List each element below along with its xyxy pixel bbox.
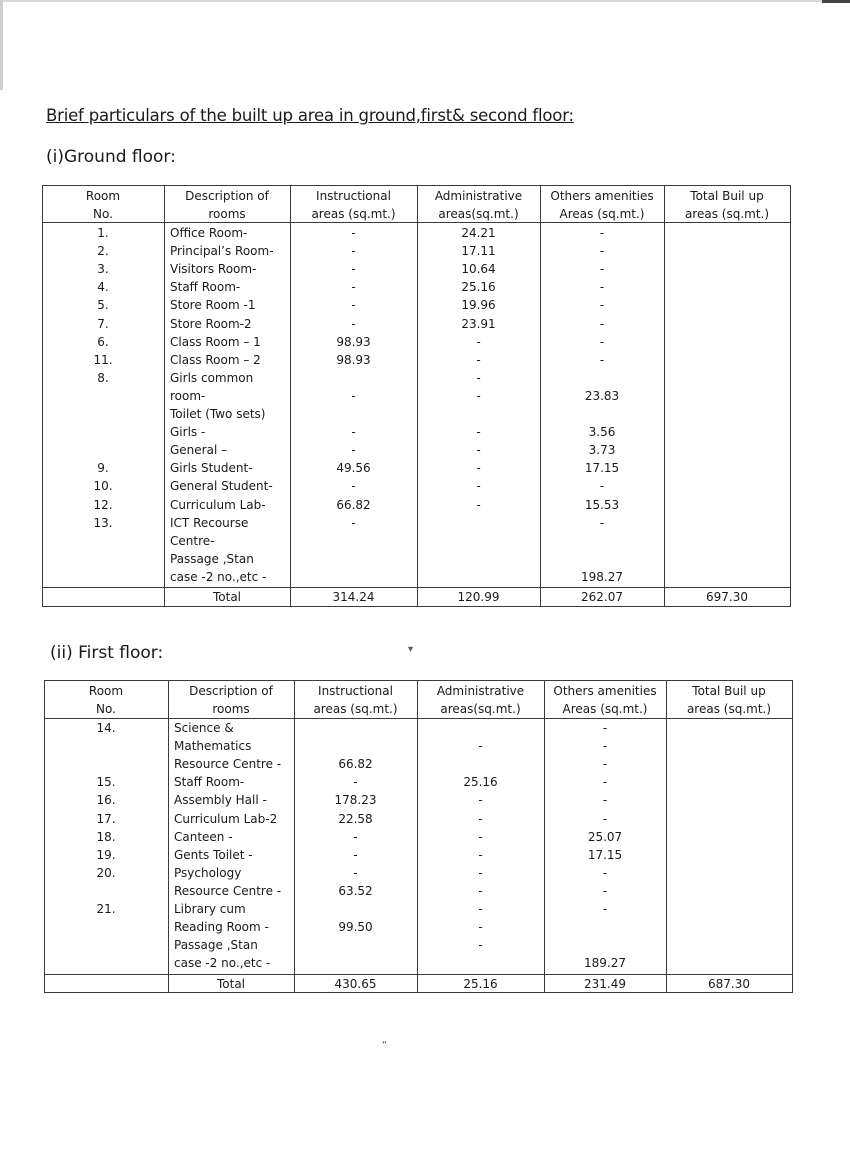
instructional-area: -	[351, 244, 356, 259]
others-area: 189.27	[584, 956, 626, 971]
room-description: Staff Room-	[174, 775, 245, 790]
room-description: Staff Room-	[170, 280, 241, 295]
scan-edge	[0, 0, 3, 90]
others-area: -	[602, 902, 608, 916]
administrative-area: -	[476, 443, 481, 458]
instructional-area: -	[353, 775, 358, 790]
room-number: 21.	[96, 902, 116, 916]
administrative-area: -	[476, 425, 481, 440]
header-line: Description of	[189, 684, 273, 698]
administrative-area: -	[476, 461, 481, 476]
others-area: -	[599, 352, 605, 367]
administrative-area: 24.21	[461, 226, 496, 240]
room-number: 6.	[97, 334, 109, 349]
administrative-area: -	[478, 865, 483, 880]
scan-edge	[0, 0, 850, 2]
others-area: -	[599, 226, 605, 240]
room-description: Store Room-2	[170, 316, 252, 331]
room-description: Class Room – 1	[170, 334, 261, 349]
others-area: -	[599, 262, 605, 277]
administrative-area: -	[478, 920, 483, 935]
header-line: Room	[85, 189, 121, 203]
header-instructional	[294, 682, 417, 718]
room-description: Gents Toilet -	[174, 847, 253, 862]
room-number: 14.	[96, 721, 116, 735]
room-number: 3.	[97, 262, 109, 277]
instructional-area: -	[351, 226, 356, 240]
instructional-area: -	[351, 443, 356, 458]
total-label: Total	[212, 590, 242, 604]
room-description: Resource Centre -	[174, 757, 282, 772]
total-administrative: 120.99	[457, 590, 500, 604]
room-number: 4.	[97, 280, 109, 295]
instructional-area: 98.93	[336, 334, 371, 349]
header-room-no	[44, 682, 168, 718]
header-administrative	[417, 187, 540, 223]
room-number: 17.	[96, 811, 116, 826]
room-description: Assembly Hall -	[174, 793, 267, 808]
instructional-area: 49.56	[336, 461, 371, 476]
room-number: 16.	[96, 793, 116, 808]
others-area: 3.56	[588, 425, 616, 440]
scan-speck: ▾	[408, 644, 414, 655]
header-line: areas (sq.mt.)	[684, 207, 770, 221]
room-description: Toilet (Two sets)	[170, 407, 266, 421]
instructional-area: -	[351, 262, 356, 277]
room-description: Girls Student-	[170, 461, 253, 476]
room-description: Library cum	[174, 902, 246, 916]
administrative-area: -	[476, 479, 481, 494]
instructional-area: -	[351, 479, 356, 494]
others-area: 198.27	[581, 569, 623, 584]
administrative-area: -	[478, 902, 483, 916]
room-description: Principal’s Room-	[170, 244, 274, 259]
room-number: 5.	[97, 298, 109, 313]
room-description: Curriculum Lab-2	[174, 811, 278, 826]
administrative-area: 19.96	[461, 298, 496, 313]
room-description: Passage ,Stan	[174, 938, 258, 953]
header-line: Areas (sq.mt.)	[559, 207, 645, 221]
total-label: Total	[216, 977, 246, 991]
room-number: 9.	[97, 461, 109, 476]
total-instructional: 430.65	[334, 977, 377, 991]
header-total	[666, 682, 792, 718]
administrative-area: 25.16	[463, 775, 498, 790]
administrative-area: 23.91	[461, 316, 496, 331]
others-area: -	[602, 739, 608, 754]
room-number: 20.	[96, 865, 116, 880]
administrative-area: -	[476, 352, 481, 367]
header-line: rooms	[212, 702, 250, 716]
room-number: 11.	[93, 352, 113, 367]
header-line: Total Buil up	[692, 684, 766, 698]
others-area: -	[602, 865, 608, 880]
room-description: Canteen -	[174, 829, 233, 844]
total-grand: 697.30	[706, 590, 748, 604]
others-area: -	[599, 515, 605, 530]
room-description: Store Room -1	[170, 298, 256, 313]
administrative-area: 25.16	[461, 280, 496, 295]
room-number: 8.	[97, 370, 109, 385]
header-line: areas(sq.mt.)	[440, 702, 521, 716]
header-line: Total Buil up	[690, 189, 764, 203]
administrative-area: -	[478, 938, 483, 953]
page-title: Brief particulars of the built up area in ground,first& second floor:	[46, 106, 574, 125]
header-line: Room	[88, 684, 124, 698]
room-number: 2.	[97, 244, 109, 259]
room-number: 12.	[93, 497, 113, 512]
ground-floor-title: (i)Ground floor:	[46, 147, 176, 167]
header-line: Description of	[185, 189, 269, 203]
header-line: Administrative	[436, 684, 525, 698]
instructional-area: 66.82	[336, 497, 371, 512]
room-description: Office Room-	[170, 226, 248, 240]
others-area: -	[602, 883, 608, 898]
scan-speck: “	[382, 1040, 388, 1051]
header-total	[664, 187, 790, 223]
others-area: -	[602, 811, 608, 826]
others-area: -	[599, 334, 605, 349]
total-others: 262.07	[581, 590, 623, 604]
instructional-area: 178.23	[334, 793, 377, 808]
instructional-area: -	[351, 515, 356, 530]
header-line: areas (sq.mt.)	[313, 702, 398, 716]
room-number: 13.	[93, 515, 113, 530]
administrative-area: -	[476, 497, 481, 512]
header-line: Instructional	[318, 684, 393, 698]
administrative-area: -	[478, 847, 483, 862]
header-line: Others amenities	[553, 684, 657, 698]
total-administrative: 25.16	[463, 977, 498, 991]
room-description: Resource Centre -	[174, 883, 282, 898]
administrative-area: -	[478, 829, 483, 844]
table-rule	[168, 680, 169, 993]
instructional-area: -	[351, 280, 356, 295]
others-area: 15.53	[584, 497, 620, 512]
others-area: 23.83	[584, 388, 620, 403]
room-description: Visitors Room-	[170, 262, 257, 277]
instructional-area: -	[353, 865, 358, 880]
header-instructional	[290, 187, 417, 223]
others-area: 17.15	[587, 847, 623, 862]
room-description: case -2 no.,etc -	[170, 569, 267, 584]
header-line: Instructional	[316, 189, 391, 203]
others-area: -	[602, 793, 608, 808]
instructional-area: -	[351, 298, 356, 313]
room-description: Curriculum Lab-	[170, 497, 266, 512]
others-area: 17.15	[584, 461, 620, 476]
header-line: Areas (sq.mt.)	[562, 702, 648, 716]
instructional-area: 22.58	[338, 811, 373, 826]
header-others	[540, 187, 664, 223]
others-area: -	[599, 280, 605, 295]
administrative-area: -	[476, 388, 481, 403]
room-number: 15.	[96, 775, 116, 790]
header-line: Others amenities	[550, 189, 654, 203]
instructional-area: -	[353, 829, 358, 844]
header-line: areas(sq.mt.)	[438, 207, 519, 221]
administrative-area: 17.11	[461, 244, 496, 259]
table-rule	[666, 680, 667, 993]
room-description: Science &	[174, 721, 234, 735]
table-rule	[792, 680, 793, 993]
total-instructional: 314.24	[332, 590, 375, 604]
first-floor-title: (ii) First floor:	[50, 643, 164, 663]
others-area: -	[599, 316, 605, 331]
others-area: 25.07	[587, 829, 623, 844]
room-description: Girls -	[170, 425, 206, 440]
instructional-area: 99.50	[338, 920, 373, 935]
header-description	[168, 682, 294, 718]
instructional-area: 63.52	[338, 883, 373, 898]
others-area: -	[602, 721, 608, 735]
header-line: No.	[96, 702, 116, 716]
header-line: No.	[93, 207, 113, 221]
room-description: room-	[170, 388, 206, 403]
room-number: 19.	[96, 847, 116, 862]
table-rule	[42, 606, 790, 607]
room-description: Passage ,Stan	[170, 551, 254, 566]
total-grand: 687.30	[708, 977, 750, 991]
others-area: 3.73	[588, 443, 616, 458]
scan-edge	[822, 0, 850, 3]
administrative-area: -	[478, 811, 483, 826]
instructional-area: -	[351, 316, 356, 331]
table-rule	[664, 185, 665, 607]
administrative-area: -	[478, 793, 483, 808]
first-floor-table	[44, 680, 792, 992]
room-number: 10.	[93, 479, 113, 494]
header-line: areas (sq.mt.)	[311, 207, 396, 221]
room-number: 18.	[96, 829, 116, 844]
others-area: -	[602, 775, 608, 790]
header-line: Administrative	[434, 189, 523, 203]
room-description: General Student-	[170, 479, 273, 494]
administrative-area: -	[476, 370, 481, 385]
total-others: 231.49	[584, 977, 626, 991]
ground-floor-table	[42, 185, 790, 606]
room-description: Class Room – 2	[170, 352, 261, 367]
header-room-no	[42, 187, 164, 223]
table-rule	[42, 185, 790, 186]
instructional-area: 98.93	[336, 352, 371, 367]
instructional-area: 66.82	[338, 757, 373, 772]
table-rule	[164, 185, 165, 607]
room-description: Girls common	[170, 370, 254, 385]
room-description: case -2 no.,etc -	[174, 956, 271, 971]
instructional-area: -	[351, 388, 356, 403]
others-area: -	[602, 757, 608, 772]
room-number: 7.	[97, 316, 109, 331]
room-description: Mathematics	[174, 739, 252, 754]
others-area: -	[599, 298, 605, 313]
administrative-area: 10.64	[461, 262, 496, 277]
room-description: General –	[170, 443, 228, 458]
room-number: 1.	[97, 226, 109, 240]
header-description	[164, 187, 290, 223]
header-line: rooms	[208, 207, 246, 221]
others-area: -	[599, 244, 605, 259]
others-area: -	[599, 479, 605, 494]
administrative-area: -	[476, 334, 481, 349]
header-line: areas (sq.mt.)	[686, 702, 772, 716]
room-description: Reading Room -	[174, 920, 269, 935]
room-description: Psychology	[174, 865, 242, 880]
header-administrative	[417, 682, 544, 718]
room-description: Centre-	[170, 533, 215, 548]
administrative-area: -	[478, 739, 483, 754]
instructional-area: -	[353, 847, 358, 862]
table-rule	[44, 680, 792, 681]
table-rule	[790, 185, 791, 607]
administrative-area: -	[478, 883, 483, 898]
instructional-area: -	[351, 425, 356, 440]
room-description: ICT Recourse	[170, 515, 249, 530]
header-others	[544, 682, 666, 718]
